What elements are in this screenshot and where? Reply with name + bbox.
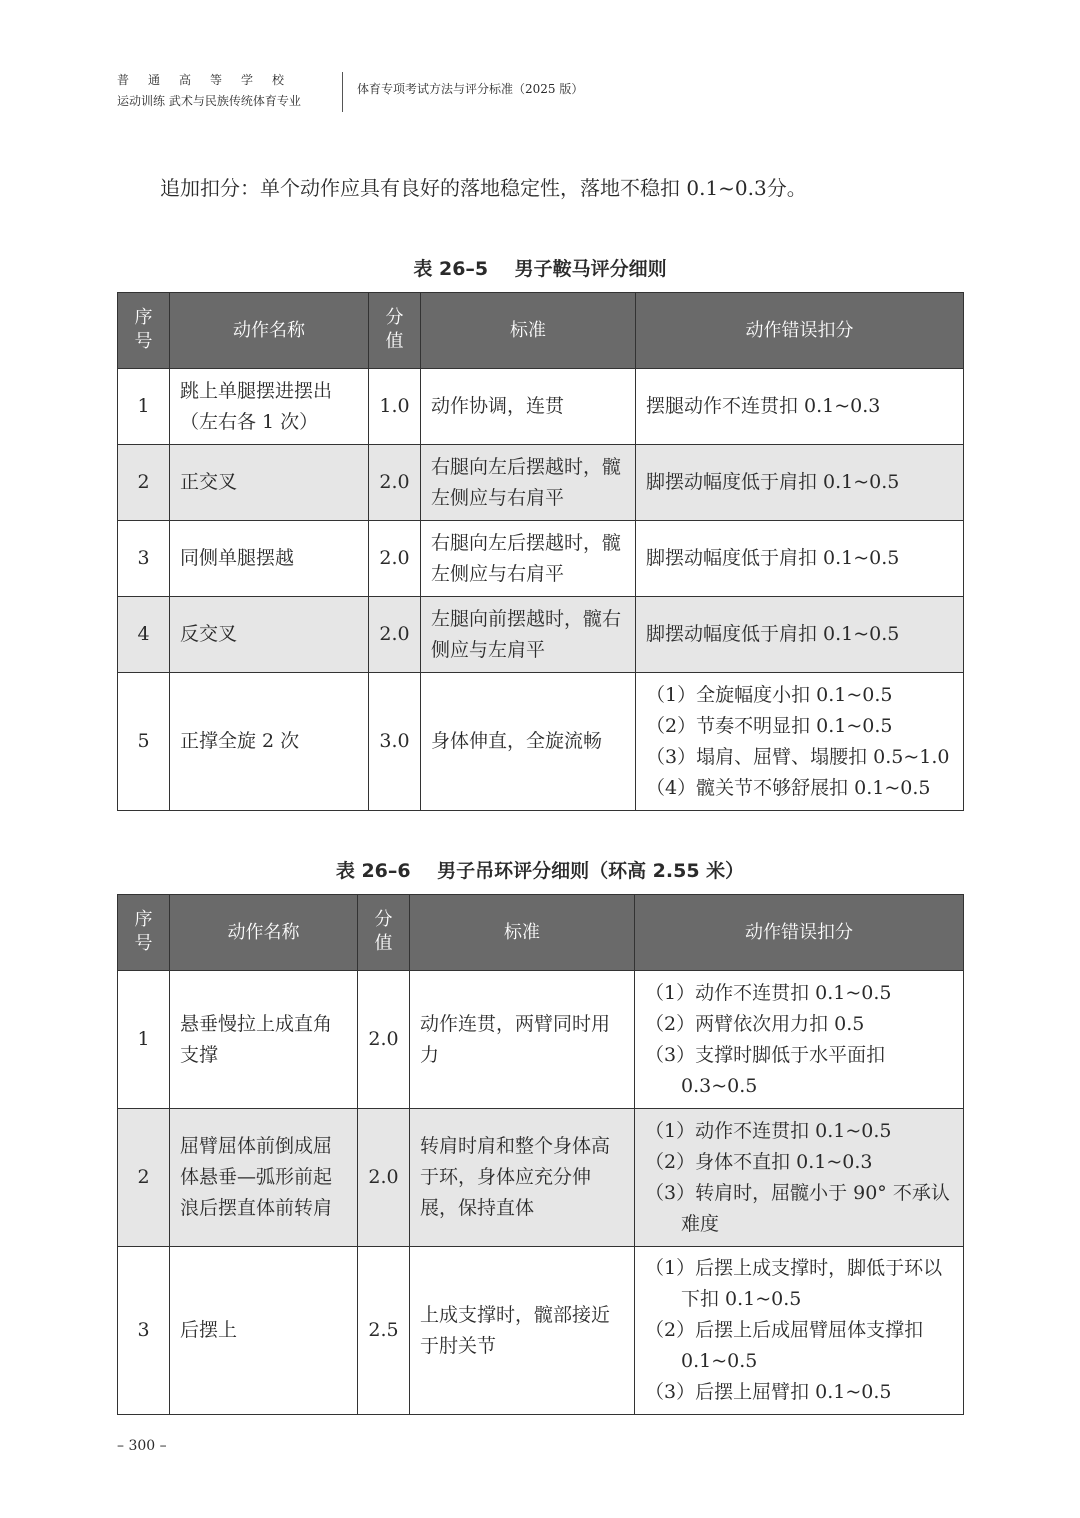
penalty-item: （1）动作不连贯扣 0.1~0.5 <box>645 981 892 1004</box>
penalty-item: （3）支撑时脚低于水平面扣 0.3~0.5 <box>645 1043 886 1097</box>
col-header-score: 分值 <box>369 293 421 369</box>
table-header-row <box>118 293 964 369</box>
penalty-item: （2）身体不直扣 0.1~0.3 <box>645 1150 873 1173</box>
table-row <box>118 1247 964 1415</box>
table1-caption: 表 26–5 男子鞍马评分细则 <box>413 258 667 280</box>
header-school-line1: 普通高等学校 <box>117 73 304 87</box>
pommel-horse-table <box>117 292 964 811</box>
page-number: – 300 – <box>117 1438 167 1454</box>
row-score: 1.0 <box>369 369 421 445</box>
row-penalty <box>636 445 964 521</box>
row-standard: 转肩时肩和整个身体高于环，身体应充分伸展，保持直体 <box>410 1109 635 1247</box>
row-penalty <box>636 369 964 445</box>
penalty-item: （2）后摆上后成屈臂屈体支撑扣 0.1~0.5 <box>645 1319 924 1372</box>
row-name: 悬垂慢拉上成直角支撑 <box>170 971 358 1109</box>
penalty-item: （4）髋关节不够舒展扣 0.1~0.5 <box>646 776 931 799</box>
penalty-item: 摆腿动作不连贯扣 0.1~0.3 <box>646 395 881 417</box>
row-standard: 动作连贯，两臂同时用力 <box>410 971 635 1109</box>
table-row <box>118 673 964 811</box>
row-score: 2.0 <box>369 521 421 597</box>
row-name: 反交叉 <box>170 597 369 673</box>
row-no: 1 <box>118 369 170 445</box>
penalty-item: 脚摆动幅度低于肩扣 0.1~0.5 <box>646 471 900 493</box>
penalty-item: 脚摆动幅度低于肩扣 0.1~0.5 <box>646 623 900 645</box>
row-no: 5 <box>118 673 170 811</box>
row-no: 2 <box>118 445 170 521</box>
row-standard: 右腿向左后摆越时，髋左侧应与右肩平 <box>421 521 636 597</box>
row-standard: 上成支撑时，髋部接近于肘关节 <box>410 1247 635 1415</box>
penalty-item: 脚摆动幅度低于肩扣 0.1~0.5 <box>646 547 900 569</box>
table-row <box>118 369 964 445</box>
row-no: 3 <box>118 521 170 597</box>
header-school-line2: 运动训练 武术与民族传统体育专业 <box>117 94 301 108</box>
row-penalty <box>635 1109 964 1247</box>
row-score: 2.0 <box>358 971 410 1109</box>
row-name: 同侧单腿摆越 <box>170 521 369 597</box>
row-standard: 动作协调，连贯 <box>421 369 636 445</box>
header-left <box>117 70 332 112</box>
table-row <box>118 971 964 1109</box>
additional-deduction-note: 追加扣分：单个动作应具有良好的落地稳定性，落地不稳扣 0.1~0.3分。 <box>160 176 807 200</box>
row-standard: 右腿向左后摆越时，髋左侧应与右肩平 <box>421 445 636 521</box>
table-row <box>118 521 964 597</box>
rings-table <box>117 894 964 1415</box>
row-no: 1 <box>118 971 170 1109</box>
row-penalty <box>636 521 964 597</box>
col-header-score: 分值 <box>358 895 410 971</box>
row-score: 2.0 <box>369 445 421 521</box>
col-header-name: 动作名称 <box>170 293 369 369</box>
col-header-no: 序号 <box>118 293 170 369</box>
row-name: 正撑全旋 2 次 <box>170 673 369 811</box>
row-name: 跳上单腿摆进摆出（左右各 1 次） <box>170 369 369 445</box>
row-score: 2.0 <box>369 597 421 673</box>
penalty-item: （3）转肩时，屈髋小于 90° 不承认难度 <box>645 1181 950 1235</box>
row-penalty <box>636 673 964 811</box>
row-penalty <box>636 597 964 673</box>
penalty-item: （3）后摆上屈臂扣 0.1~0.5 <box>645 1381 892 1403</box>
penalty-item: （1）后摆上成支撑时，脚低于环以下扣 0.1~0.5 <box>645 1257 943 1310</box>
table-row <box>118 1109 964 1247</box>
table2-caption: 表 26–6 男子吊环评分细则（环高 2.55 米） <box>335 860 745 882</box>
row-name: 屈臂屈体前倒成屈体悬垂—弧形前起浪后摆直体前转肩 <box>170 1109 358 1247</box>
penalty-item: （2）两臂依次用力扣 0.5 <box>645 1012 865 1035</box>
penalty-item: （2）节奏不明显扣 0.1~0.5 <box>646 714 893 737</box>
row-standard: 身体伸直，全旋流畅 <box>421 673 636 811</box>
row-no: 3 <box>118 1247 170 1415</box>
row-no: 2 <box>118 1109 170 1247</box>
row-score: 3.0 <box>369 673 421 811</box>
row-name: 正交叉 <box>170 445 369 521</box>
row-score: 2.5 <box>358 1247 410 1415</box>
header-book-title: 体育专项考试方法与评分标准（2025 版） <box>357 82 584 96</box>
col-header-penalty: 动作错误扣分 <box>635 895 964 971</box>
row-penalty <box>635 1247 964 1415</box>
table-header-row <box>118 895 964 971</box>
row-no: 4 <box>118 597 170 673</box>
penalty-item: （3）塌肩、屈臂、塌腰扣 0.5~1.0 <box>646 745 950 768</box>
row-score: 2.0 <box>358 1109 410 1247</box>
col-header-no: 序号 <box>118 895 170 971</box>
penalty-item: （1）动作不连贯扣 0.1~0.5 <box>645 1119 892 1142</box>
row-penalty <box>635 971 964 1109</box>
table-row <box>118 597 964 673</box>
row-name: 后摆上 <box>170 1247 358 1415</box>
col-header-standard: 标准 <box>421 293 636 369</box>
col-header-penalty: 动作错误扣分 <box>636 293 964 369</box>
header-divider <box>342 72 343 112</box>
col-header-standard: 标准 <box>410 895 635 971</box>
col-header-name: 动作名称 <box>170 895 358 971</box>
row-standard: 左腿向前摆越时，髋右侧应与左肩平 <box>421 597 636 673</box>
table-row <box>118 445 964 521</box>
penalty-item: （1）全旋幅度小扣 0.1~0.5 <box>646 683 893 706</box>
